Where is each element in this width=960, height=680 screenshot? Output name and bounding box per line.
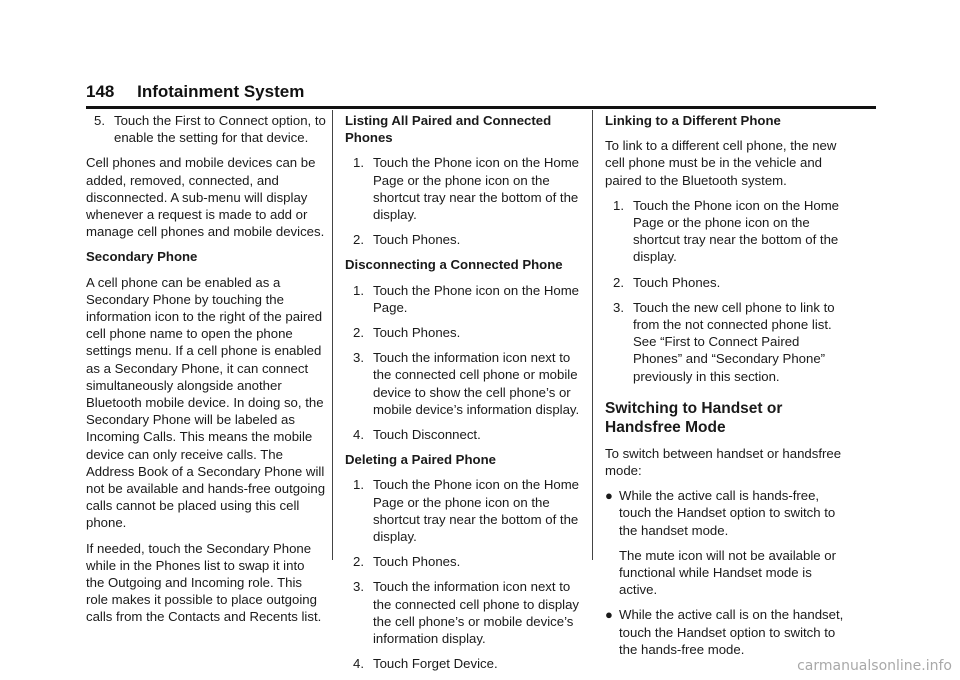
subheading: Linking to a Different Phone xyxy=(605,113,781,128)
step-text: Touch Forget Device. xyxy=(373,656,498,672)
step-text: Touch Phones. xyxy=(633,274,721,290)
subheading: Deleting a Paired Phone xyxy=(345,452,496,468)
list-item xyxy=(345,324,585,341)
step-number: 2. xyxy=(613,274,624,290)
paragraph: Cell phones and mobile devices can be added, removed, connected, and disconnected. A sub-menu will display whenever a request is made to add or manage cell phones and mobile devices. xyxy=(86,155,325,240)
step-text: Touch the Phone icon on the Home Page or the phone icon on the shortcut tray near the bottom of the display. xyxy=(373,477,580,545)
step-text: Touch Phones. xyxy=(373,325,461,341)
column-divider xyxy=(332,110,333,560)
watermark: carmanualsonline.info xyxy=(797,658,952,674)
list-item xyxy=(605,197,850,266)
paragraph: A cell phone can be enabled as a Secondary Phone by touching the information icon to the right of the paired cell phone name to open the phone settings menu. If a cell phone is enabled as a Secondary Phone, it can connect simultaneously alongside another Bluetooth mobile device. In doing so, the Secondary Phone will be labeled as Incoming Calls. This means the mobile device can only receive calls. The Address Book of a Secondary Phone will not be available and hands-free outgoing calls cannot be placed using this cell phone. xyxy=(86,274,326,531)
list-item xyxy=(345,349,585,418)
list-item xyxy=(345,476,585,545)
subheading: Disconnecting a Connected Phone xyxy=(345,257,563,273)
step-text: Touch the information icon next to the connected cell phone or mobile device to show the cell phone’s or mobile device’s information display. xyxy=(373,350,580,417)
list-item xyxy=(345,282,585,316)
step-text: Touch the Phone icon on the Home Page or the phone icon on the shortcut tray near the bottom of the display. xyxy=(633,197,840,265)
step-text: Touch Phones. xyxy=(373,232,461,248)
bullet-icon: ● xyxy=(605,607,613,623)
paragraph: If needed, touch the Secondary Phone while in the Phones list to swap it into the Outgoing and Incoming role. This role makes it possible to place outgoing calls from the Contacts and Recents list. xyxy=(86,540,322,625)
step-number: 3. xyxy=(613,299,624,315)
subheading: Listing All Paired and Connected Phones xyxy=(345,113,552,146)
section-heading xyxy=(605,399,850,437)
list-item xyxy=(345,655,585,672)
step-number: 2. xyxy=(353,232,364,248)
step-text: Touch the information icon next to the connected cell phone to display the cell phone’s or mobile device’s information display. xyxy=(373,579,580,647)
step-number: 5. xyxy=(94,113,105,128)
step-number: 1. xyxy=(353,155,364,171)
step-number: 1. xyxy=(353,477,364,493)
bullet-item xyxy=(605,606,850,658)
paragraph: The mute icon will not be available or functional while Handset mode is active. xyxy=(619,547,836,598)
column-2 xyxy=(345,112,585,680)
page-header xyxy=(86,82,304,102)
section-heading-line: Switching to Handset or xyxy=(605,399,783,417)
step-text: Touch the new cell phone to link to from the not connected phone list. See “First to Connect Paired Phones” and “Secondary Phone” previously in this section. xyxy=(633,299,835,384)
list-item xyxy=(345,154,585,223)
list-item xyxy=(345,231,585,248)
header-rule xyxy=(86,106,876,109)
column-3 xyxy=(605,112,850,666)
step-text: Touch Disconnect. xyxy=(373,427,481,443)
step-number: 1. xyxy=(353,282,364,298)
list-item xyxy=(605,299,850,385)
step-text: Touch the Phone icon on the Home Page or the phone icon on the shortcut tray near the bottom of the display. xyxy=(373,155,580,223)
step-number: 2. xyxy=(353,325,364,341)
bullet-icon: ● xyxy=(605,488,613,504)
page-number: 148 xyxy=(86,82,115,101)
column-divider xyxy=(592,110,593,560)
step-text: Touch Phones. xyxy=(373,554,461,570)
step-text: Touch the First to Connect option, to enable the setting for that device. xyxy=(114,113,326,146)
step-number: 4. xyxy=(353,656,364,672)
list-item xyxy=(345,578,585,647)
step-number: 2. xyxy=(353,554,364,570)
bullet-text: While the active call is hands-free, touch the Handset option to switch to the handset mode. xyxy=(619,488,836,538)
list-item xyxy=(86,112,326,146)
list-item xyxy=(345,553,585,570)
list-item xyxy=(345,426,585,443)
section-title: Infotainment System xyxy=(137,82,305,101)
list-item xyxy=(605,274,850,291)
step-number: 3. xyxy=(353,579,364,595)
bullet-text: While the active call is on the handset, touch the Handset option to switch to the hands-free mode. xyxy=(619,607,844,657)
step-number: 3. xyxy=(353,350,364,366)
section-heading-line: Handsfree Mode xyxy=(605,418,726,436)
paragraph: To link to a different cell phone, the new cell phone must be in the vehicle and paired to the Bluetooth system. xyxy=(605,138,837,188)
subheading: Secondary Phone xyxy=(86,249,198,265)
bullet-item xyxy=(605,487,850,539)
step-number: 1. xyxy=(613,197,624,213)
step-number: 4. xyxy=(353,427,364,443)
step-text: Touch the Phone icon on the Home Page. xyxy=(373,282,580,315)
column-1 xyxy=(86,112,326,634)
paragraph: To switch between handset or handsfree mode: xyxy=(605,445,842,479)
